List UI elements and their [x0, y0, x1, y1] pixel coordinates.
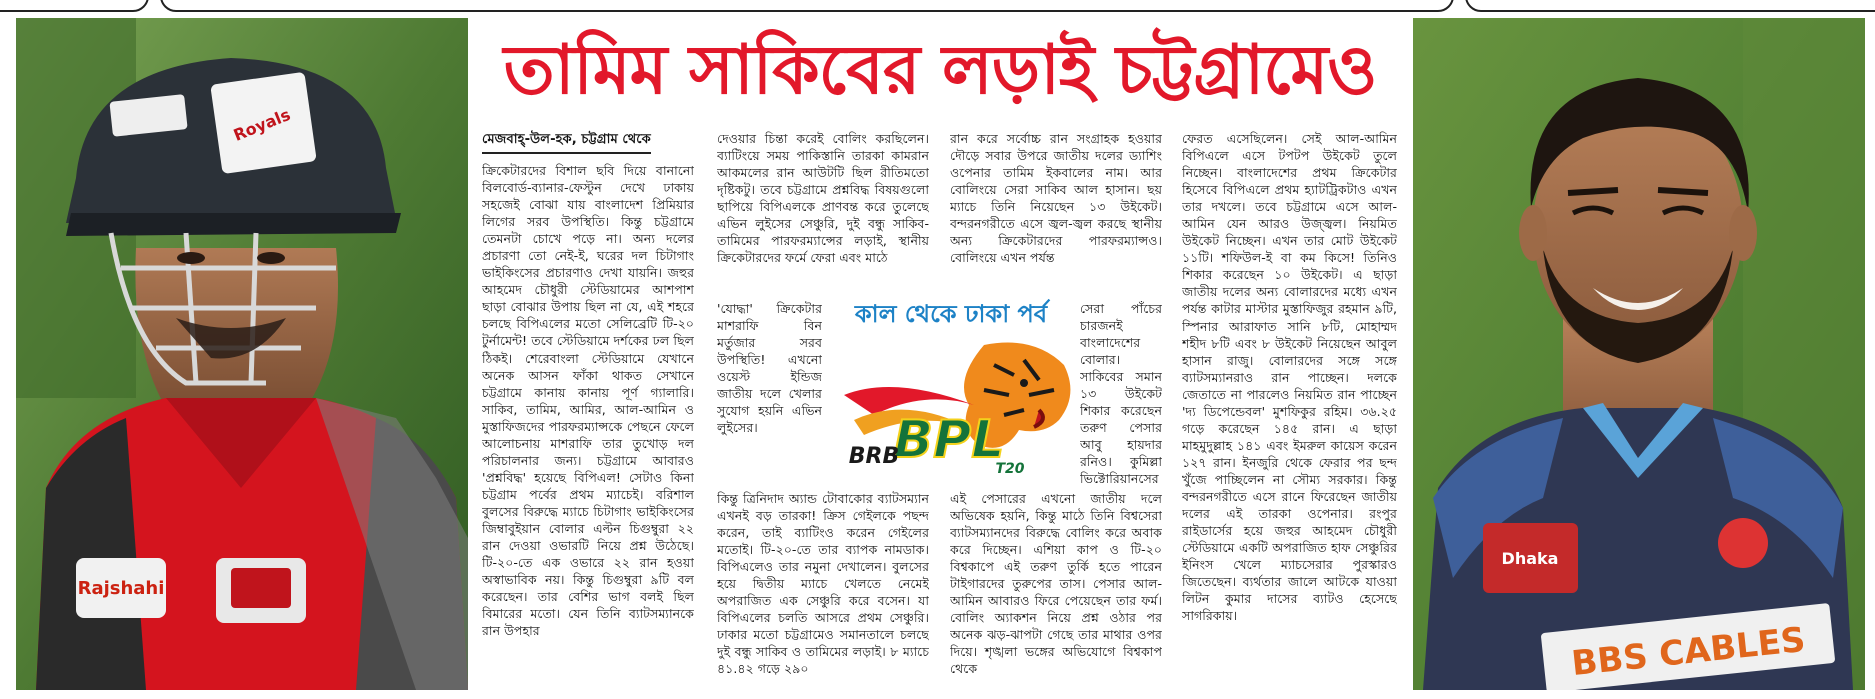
- article-column-2-bottom: কিন্তু ত্রিনিদাদ অ্যান্ড টোবাকোর ব্যাটসম্যান এখনই বড় তারকা! ক্রিস গেইলকে পছন্দ করেন, তাই ব্যাটিংও করেন গেইলের মতোই। টি-২০-তে তার ব্যাপক নামডাক। বিপিএলেও তার নমুনা দেখালেন। বুলসের হয়ে দ্বিতীয় ম্যাচে খেলতে নেমেই অপরাজিত এক সেঞ্চুরি করে বসেন। যা বিপিএলের চলতি আসরে প্রথম সেঞ্চুরি। ঢাকার মতো চট্টগ্রামেও সমানতালে চলছে দুই বন্ধু সাকিব ও তামিমের লড়াই। ৮ ম্যাচে ৪১.৪২ গড়ে ২৯০: [717, 491, 929, 677]
- article-column-3: [950, 130, 1162, 295]
- article-column-1: [482, 130, 694, 690]
- article-text: ক্রিকেটারদের বিশাল ছবি দিয়ে বানানো বিলবোর্ড-ব্যানার-ফেস্টুন দেখে ঢাকায় সহজেই বোঝা যায় বাংলাদেশ প্রিমিয়ার লিগের সরব উপস্থিতি। কিন্তু চট্টগ্রামে তেমনটা চোখে পড়ে না। অন্য দলের প্রচারণা তো নেই-ই, ঘরের দল চিটাগাং ভাইকিংসের প্রচারণাও দেখা যায়নি। জহুর আহমেদ চৌধুরী স্টেডিয়ামের আশপাশ ছাড়া বোঝার উপায় ছিল না যে, এই শহরে চলছে বিপিএলের মতো সেলিব্রেটি টি-২০ টুর্নামেন্ট! তবে স্টেডিয়ামে দর্শকের ঢল ছিল ঠিকই। শেরেবাংলা স্টেডিয়ামে যেখানে অনেক আসন ফাঁকা থাকত সেখানে চট্টগ্রামে কানায় কানায় পূর্ণ গ্যালারি। সাকিব, তামিম, আমির, আল-আমিন ও মুস্তাফিজদের পারফরম্যান্সকে পেছনে ফেলে আলোচনায় মাশরাফি তার তুখোড় দল পরিচালনার জন্য। চট্টগ্রামে আবারও 'প্রশ্নবিদ্ধ' হয়েছে বিপিএল! সেটাও কিনা চট্টগ্রাম পর্বের প্রথম ম্যাচেই। বরিশাল বুলসের বিরুদ্ধে ম্যাচে চিটাগাং ভাইকিংসের জিম্বাবুইয়ান বোলার এল্টন চিগুম্বুরা ২২ রান দেওয়া ওভারটি নিয়ে প্রশ্ন উঠেছে। টি-২০-তে এক ওভারে ২২ রান হওয়া অস্বাভাবিক নয়। কিন্তু চিগুম্বুরা ৯টি বল করেছেন। তার বেশির ভাগ বলই ছিল বিমারের মতো। যেন তিনি ব্যাটসম্যানকে রান উপহার: [482, 163, 694, 639]
- svg-text:Royals: Royals: [230, 104, 294, 145]
- article-column-2: [717, 130, 929, 295]
- svg-text:Dhaka: Dhaka: [1501, 549, 1559, 568]
- article-column-4: [1182, 130, 1397, 690]
- logo-sub: T20: [995, 461, 1025, 477]
- bpl-inset: [826, 295, 1076, 485]
- article-text: ফেরত এসেছিলেন। সেই আল-আমিন বিপিএলে এসে টপটপ উইকেট তুলে নিচ্ছেন। বাংলাদেশের প্রথম ক্রিকেটার হিসেবে বিপিএলে প্রথম হ্যাটট্রিকটাও এখন তার দখলে। তবে চট্টগ্রামে এসে আল-আমিন যেন আরও উজ্জ্বল। নিয়মিত উইকেট নিচ্ছেন। এখন তার মোট উইকেট ১১টি। শফিউল-ই বা কম কিসে! তিনিও শিকার করেছেন ১০ উইকেট। এ ছাড়া জাতীয় দলের অন্য বোলারদের মধ্যে এখন পর্যন্ত কাটার মাস্টার মুস্তাফিজুর রহমান ৯টি, স্পিনার আরাফাত সানি ৮টি, মোহাম্মদ শহীদ ৮টি এবং ৮ উইকেট নিয়েছেন আবুল হাসান রাজু। বোলারদের সঙ্গে সঙ্গে ব্যাটসম্যানরাও রান পাচ্ছেন। দলকে জেতাতে না পারলেও নিয়মিত রান পাচ্ছেন 'দ্য ডিপেন্ডেবল' মুশফিকুর রহিম। ৩৬.২৫ গড়ে করেছেন ১৪৫ রান। এ ছাড়া মাহমুদুল্লাহ ১৪১ এবং ইমরুল কায়েস করেন ১২৭ রান। ইনজুরি থেকে ফেরার পর ছন্দ খুঁজে পাচ্ছিলেন না সৌম্য সরকার। কিন্তু বন্দরনগরীতে এসে রানে ফিরেছেন জাতীয় দলের এই তারকা ওপেনার। রংপুর রাইডার্সের হয়ে জহুর আহমেদ চৌধুরী স্টেডিয়ামে একটি অপরাজিত হাফ সেঞ্চুরির ইনিংস খেলে ম্যাচসেরার পুরস্কারও জিতেছেন। ব্যর্থতার জালে আটকে যাওয়া লিটন কুমার দাসের ব্যাটও হেসেছে সাগরিকায়।: [1182, 131, 1397, 624]
- article-text: রান করে সর্বোচ্চ রান সংগ্রাহক হওয়ার দৌড়ে সবার উপরে জাতীয় দলের ড্যাশিং ওপেনার তামিম ইকবালের নাম। আর বোলিংয়ে সেরা সাকিব আল হাসান। ছয় ম্যাচে তিনি নিয়েছেন ১৩ উইকেট। বন্দরনগরীতে এসে জ্বল-জ্বল করছে স্থানীয় অন্য ক্রিকেটারদের পারফরম্যান্সও। বোলিংয়ে এখন পর্যন্ত: [950, 131, 1162, 266]
- bpl-logo: [834, 335, 1074, 485]
- svg-text:BBS CABLES: BBS CABLES: [1569, 619, 1808, 685]
- inset-title: কাল থেকে ঢাকা পর্ব: [854, 300, 1048, 328]
- article-column-3-bottom: এই পেসারের এখনো জাতীয় দলে অভিষেক হয়নি, কিন্তু মাঠে তিনি বিশ্বসেরা ব্যাটসম্যানদের বিরুদ্ধে বোলিং করে অবাক করে দিচ্ছেন। এশিয়া কাপ ও টি-২০ বিশ্বকাপে এই তরুণ তুর্কি হতে পারেন টাইগারদের তুরুপের তাস। পেসার আল-আমিন আবারও ফিরে পেয়েছেন তার ফর্ম। বোলিং অ্যাকশন নিয়ে প্রশ্ন ওঠার পর অনেক ঝড়-ঝাপটা গেছে তার মাথার ওপর দিয়ে। শৃঙ্খলা ভঙ্গের অভিযোগে বিশ্বকাপ থেকে: [950, 491, 1162, 677]
- logo-sponsor: BRB: [848, 444, 900, 469]
- byline: মেজবাহ্-উল-হক, চট্টগ্রাম থেকে: [482, 131, 651, 154]
- article-column-3-wrap: সেরা পাঁচের চারজনই বাংলাদেশের বোলার। সাকিবের সমান ১৩ উইকেট শিকার করেছেন তরুণ পেসার আবু হায়দার রনিও। কুমিল্লা ভিক্টোরিয়ানসের: [1080, 301, 1162, 487]
- headline: তামিম সাকিবের লড়াই চট্টগ্রামেও: [503, 31, 1377, 110]
- svg-text:Rajshahi: Rajshahi: [77, 578, 165, 599]
- logo-main: BPL: [893, 410, 1005, 470]
- article-text: দেওয়ার চিন্তা করেই বোলিং করছিলেন। ব্যাটিংয়ে সময় পাকিস্তানি তারকা কামরান আকমলের রান আউটটি ছিল রীতিমতো দৃষ্টিকটু। তবে চট্টগ্রামে প্রশ্নবিদ্ধ বিষয়গুলো ছাপিয়ে বিপিএলকে প্রাণবন্ত করে তুলেছে এভিন লুইসের সেঞ্চুরি, দুই বন্ধু সাকিব-তামিমের পারফরম্যান্সের লড়াই, স্থানীয় ক্রিকেটারদের ফর্মে ফেরা এবং মাঠে: [717, 131, 929, 266]
- page-frame-top: [0, 0, 1875, 12]
- shakib-photo: [1413, 18, 1865, 690]
- tamim-photo: [16, 18, 468, 690]
- article-column-2-wrap: 'যোদ্ধা' ক্রিকেটার মাশরাফি বিন মর্তুজার সরব উপস্থিতি! এখনো ওয়েস্ট ইন্ডিজ জাতীয় দলে খেলার সুযোগ হয়নি এভিন লুইসের।: [717, 301, 822, 436]
